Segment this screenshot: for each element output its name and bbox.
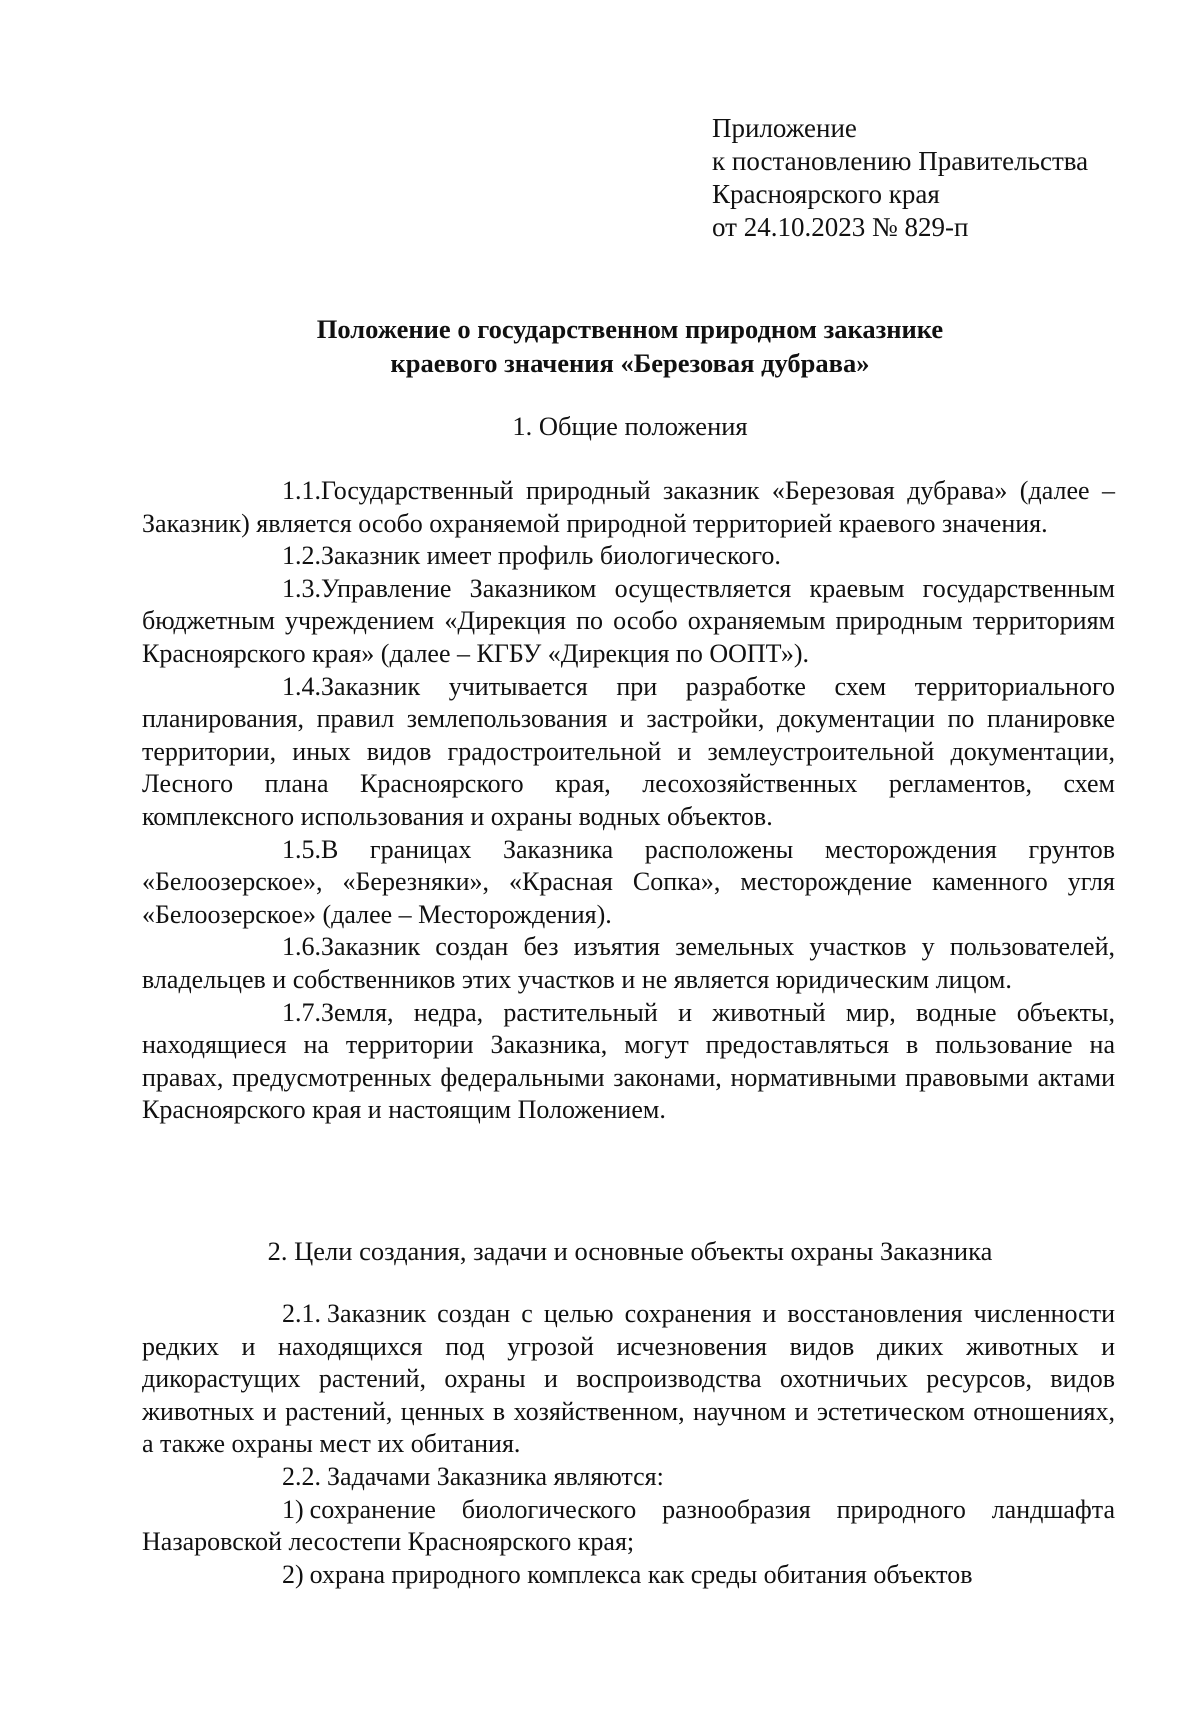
paragraph xyxy=(142,931,1115,996)
paragraph xyxy=(142,1461,1115,1494)
appendix-line: Красноярского края xyxy=(712,179,940,209)
appendix-line: к постановлению Правительства xyxy=(712,146,1089,176)
paragraph-text: Задачами Заказника являются: xyxy=(327,1461,664,1491)
title-line: Положение о государственном природном заказнике xyxy=(316,314,944,344)
paragraph-number: 2.1. xyxy=(282,1299,321,1328)
paragraph-text: Заказник имеет профиль биологического. xyxy=(321,541,781,571)
paragraph xyxy=(142,671,1115,834)
paragraph xyxy=(142,834,1115,932)
list-item-number: 1) xyxy=(282,1494,304,1524)
paragraph-number: 1.5. xyxy=(282,834,321,864)
paragraph-number: 2.2. xyxy=(282,1461,321,1491)
paragraph xyxy=(142,475,1115,540)
paragraph-number: 1.6. xyxy=(282,932,321,962)
list-item-text: сохранение биологического разнообразия природного ландшафта Назаровской лесостепи Красноярского края; xyxy=(142,1494,1115,1557)
paragraph-number: 1.3. xyxy=(282,573,321,603)
paragraph-text: Заказник создан с целью сохранения и восстановления численности редких и находящихся под угрозой исчезновения видов диких животных и дикорастущих растений, охраны и воспроизводства охотничьих ресурсов, видов животных и растений, ценных в хозяйственном, научном и эстетическом отношениях, а также охраны мест их обитания. xyxy=(142,1299,1115,1459)
list-item-number: 2) xyxy=(282,1559,304,1589)
list-item xyxy=(142,1494,1115,1559)
section-heading: 1. Общие положения xyxy=(512,411,748,441)
paragraph xyxy=(142,997,1115,1127)
document-title xyxy=(140,312,1120,380)
section-body xyxy=(142,1298,1115,1591)
paragraph-number: 1.4. xyxy=(282,671,321,701)
paragraph-number: 1.7. xyxy=(282,997,321,1027)
paragraph-text: Управление Заказником осуществляется краевым государственным бюджетным учреждением «Дирекция по особо охраняемым природным территориям Красноярского края» (далее – КГБУ «Дирекция по ООПТ»). xyxy=(142,573,1115,668)
paragraph-text: Земля, недра, растительный и животный мир, водные объекты, находящиеся на территории Заказника, могут предоставляться в пользование на правах, предусмотренных федеральными законами, нормативными правовыми актами Красноярского края и настоящим Положением. xyxy=(142,997,1115,1125)
paragraph xyxy=(142,1298,1115,1461)
paragraph-number: 1.2. xyxy=(282,541,321,571)
appendix-block xyxy=(712,112,1088,244)
list-item-text: охрана природного комплекса как среды обитания объектов xyxy=(309,1559,973,1589)
paragraph-text: Заказник учитывается при разработке схем территориального планирования, правил землепользования и застройки, документации по планировке территории, иных видов градостроительной и землеустроительной документации, Лесного плана Красноярского края, лесохозяйственных регламентов, схем комплексного использования и охраны водных объектов. xyxy=(142,671,1115,831)
paragraph-text: Заказник создан без изъятия земельных участков у пользователей, владельцев и собственников этих участков и не является юридическим лицом. xyxy=(142,932,1115,994)
paragraph xyxy=(142,573,1115,671)
paragraph-text: В границах Заказника расположены месторождения грунтов «Белоозерское», «Березняки», «Красная Сопка», месторождение каменного угля «Белоозерское» (далее – Месторождения). xyxy=(142,834,1115,929)
list-item xyxy=(142,1559,1115,1592)
paragraph-number: 1.1. xyxy=(282,476,321,505)
section-body xyxy=(142,475,1115,1127)
title-line: краевого значения «Березовая дубрава» xyxy=(390,348,870,378)
appendix-line: от 24.10.2023 № 829-п xyxy=(712,212,969,242)
paragraph xyxy=(142,540,1115,573)
section-heading: 2. Цели создания, задачи и основные объекты охраны Заказника xyxy=(267,1236,993,1266)
appendix-line: Приложение xyxy=(712,113,857,143)
paragraph-text: Государственный природный заказник «Березовая дубрава» (далее – Заказник) является особо охраняемой природной территорией краевого значения. xyxy=(142,476,1115,538)
